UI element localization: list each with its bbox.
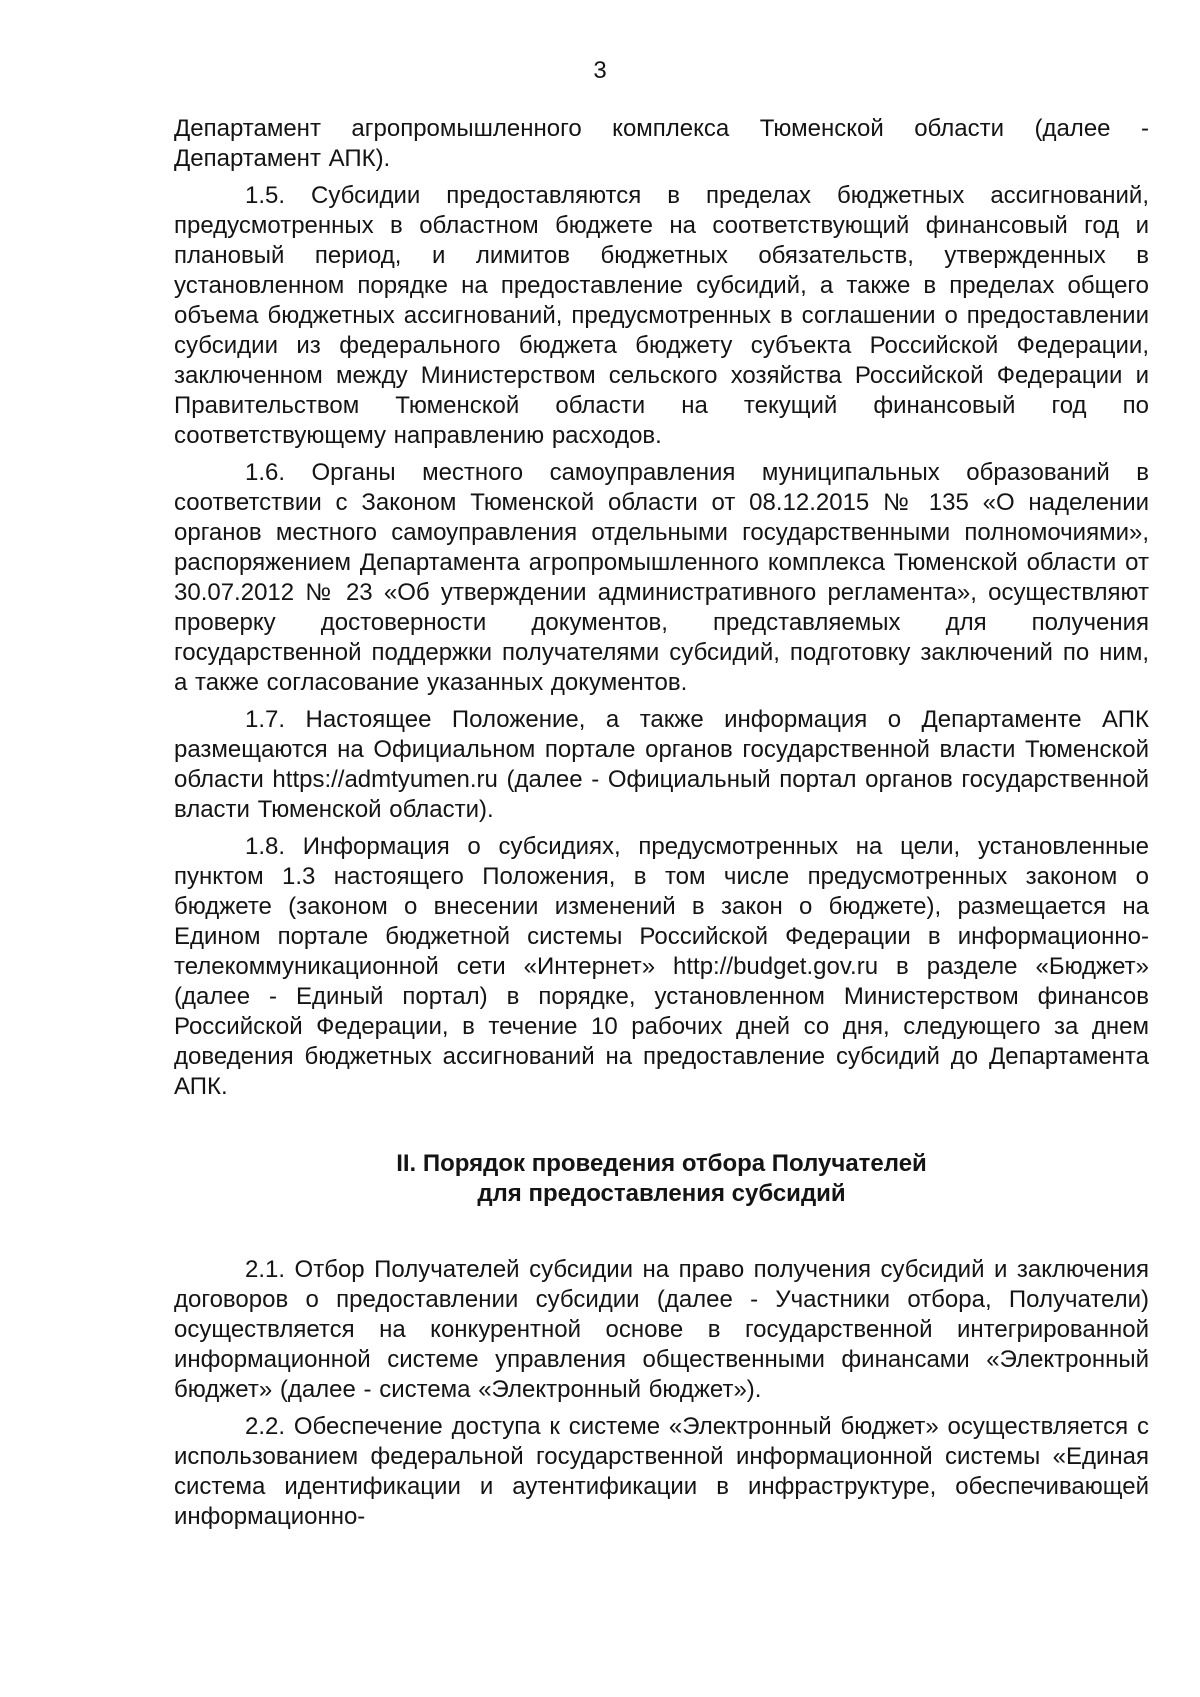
paragraph-1-5: 1.5. Субсидии предоставляются в пределах бюджетных ассигнований, предусмотренных в областном бюджете на соответствующий финансовый год и плановый период, и лимитов бюджетных обязательств, утвержденных в установленном порядке на предоставление субсидий, а также в пределах общего объема бюджетных ассигнований, предусмотренных в соглашении о предоставлении субсидии из федерального бюджета бюджету субъекта Российской Федерации, заключенном между Министерством сельского хозяйства Российской Федерации и Правительством Тюменской области на текущий финансовый год по соответствующему направлению расходов. (174, 182, 1149, 449)
paragraph-1-7: 1.7. Настоящее Положение, а также информация о Департаменте АПК размещаются на Официальном портале органов государственной власти Тюменской области https://admtyumen.ru (далее - Официальный портал органов государственной власти Тюменской области). (174, 706, 1149, 823)
page-number: 3 (593, 57, 607, 84)
paragraph-1-6: 1.6. Органы местного самоуправления муниципальных образований в соответствии с Законом Тюменской области от 08.12.2015 № 135 «О наделении органов местного самоуправления отдельными государственными полномочиями», распоряжением Департамента агропромышленного комплекса Тюменской области от 30.07.2012 № 23 «Об утверждении административного регламента», осуществляют проверку достоверности документов, представляемых для получения государственной поддержки получателями субсидий, подготовку заключений по ним, а также согласование указанных документов. (174, 459, 1149, 696)
paragraph-intro-continuation: Департамент агропромышленного комплекса Тюменской области (далее - Департамент АПК). (174, 115, 1149, 172)
paragraph-1-8: 1.8. Информация о субсидиях, предусмотренных на цели, установленные пунктом 1.3 настоящего Положения, в том числе предусмотренных законом о бюджете (законом о внесении изменений в закон о бюджете), размещается на Едином портале бюджетной системы Российской Федерации в информационно-телекоммуникационной сети «Интернет» http://budget.gov.ru в разделе «Бюджет» (далее - Единый портал) в порядке, установленном Министерством финансов Российской Федерации, в течение 10 рабочих дней со дня, следующего за днем доведения бюджетных ассигнований на предоставление субсидий до Департамента АПК. (174, 833, 1149, 1100)
section-heading (174, 1149, 1149, 1209)
section-heading-line-1: II. Порядок проведения отбора Получателей (396, 1150, 927, 1177)
document-body (174, 114, 1149, 1532)
paragraph-2-1: 2.1. Отбор Получателей субсидии на право получения субсидий и заключения договоров о предоставлении субсидии (далее - Участники отбора, Получатели) осуществляется на конкурентной основе в государственной интегрированной информационной системе управления общественными финансами «Электронный бюджет» (далее - система «Электронный бюджет»). (174, 1256, 1149, 1403)
section-heading-line-2: для предоставления субсидий (477, 1180, 846, 1207)
paragraph-2-2: 2.2. Обеспечение доступа к системе «Электронный бюджет» осуществляется с использованием федеральной государственной информационной системы «Единая система идентификации и аутентификации в инфраструктуре, обеспечивающей информационно- (174, 1413, 1149, 1530)
